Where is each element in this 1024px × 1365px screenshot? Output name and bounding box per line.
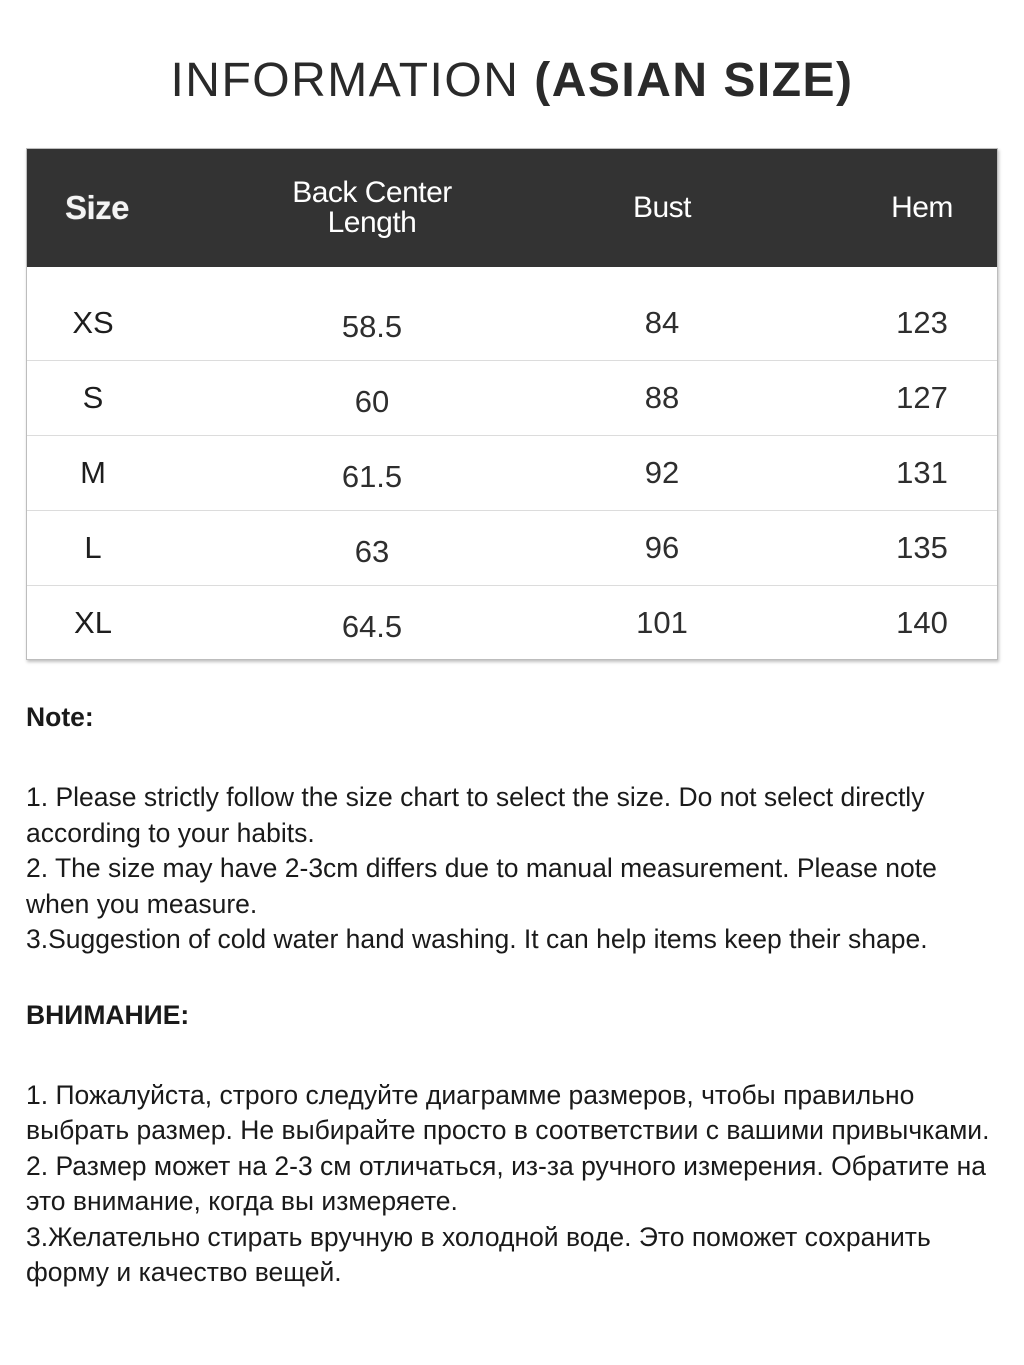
table-body bbox=[27, 286, 997, 660]
cell-back-length: 63 bbox=[354, 534, 390, 569]
header-back-center-length bbox=[267, 149, 477, 267]
attention-heading: ВНИМАНИЕ: bbox=[26, 999, 190, 1030]
cell-size: S bbox=[82, 380, 104, 415]
table-row bbox=[27, 511, 997, 586]
note-line-3: 3.Suggestion of cold water hand washing. It can help items keep their shape. bbox=[26, 924, 928, 954]
cell-bust: 84 bbox=[644, 305, 680, 340]
cell-back-length: 64.5 bbox=[341, 609, 403, 644]
cell-back-length: 61.5 bbox=[341, 459, 403, 494]
cell-hem: 140 bbox=[896, 605, 948, 640]
cell-bust: 88 bbox=[644, 380, 680, 415]
cell-hem: 123 bbox=[896, 305, 948, 340]
cell-size: L bbox=[84, 530, 102, 565]
table-row bbox=[27, 436, 997, 511]
cell-hem: 131 bbox=[896, 455, 948, 490]
attention-line-2: 2. Размер может на 2-3 см отличаться, из-за ручного измерения. Обратите на это внимание, когда вы измеряете. bbox=[26, 1150, 987, 1216]
page-title bbox=[0, 52, 1024, 110]
notes-section bbox=[26, 700, 996, 1291]
title-main: INFORMATION bbox=[170, 54, 520, 107]
cell-size: XL bbox=[74, 605, 112, 640]
header-back-line1: Back Center bbox=[292, 176, 452, 209]
cell-back-length: 58.5 bbox=[341, 309, 403, 344]
attention-line-1: 1. Пожалуйста, строго следуйте диаграмме размеров, чтобы правильно выбрать размер. Не выбирайте просто в соответствии с вашими привычками. bbox=[26, 1079, 990, 1145]
note-heading: Note: bbox=[26, 702, 94, 732]
table-row bbox=[27, 586, 997, 660]
cell-bust: 96 bbox=[644, 530, 680, 565]
cell-bust: 92 bbox=[644, 455, 680, 490]
table-header bbox=[27, 149, 997, 267]
header-size: Size bbox=[64, 189, 130, 226]
header-hem: Hem bbox=[891, 191, 953, 224]
cell-size: M bbox=[80, 455, 106, 490]
cell-hem: 127 bbox=[896, 380, 948, 415]
header-back-line2: Length bbox=[327, 206, 417, 239]
size-table bbox=[26, 148, 998, 660]
table-row bbox=[27, 286, 997, 361]
attention-line-3: 3.Желательно стирать вручную в холодной воде. Это поможет сохранить форму и качество вещей. bbox=[26, 1221, 931, 1287]
title-asian-size: (ASIAN SIZE) bbox=[534, 54, 854, 107]
cell-hem: 135 bbox=[896, 530, 948, 565]
note-line-1: 1. Please strictly follow the size chart to select the size. Do not select directly according to your habits. bbox=[26, 782, 925, 848]
table-row bbox=[27, 361, 997, 436]
note-line-2: 2. The size may have 2-3cm differs due to manual measurement. Please note when you measure. bbox=[26, 853, 937, 919]
header-bust: Bust bbox=[632, 191, 692, 224]
cell-bust: 101 bbox=[636, 605, 688, 640]
cell-back-length: 60 bbox=[354, 384, 390, 419]
cell-size: XS bbox=[72, 305, 114, 340]
